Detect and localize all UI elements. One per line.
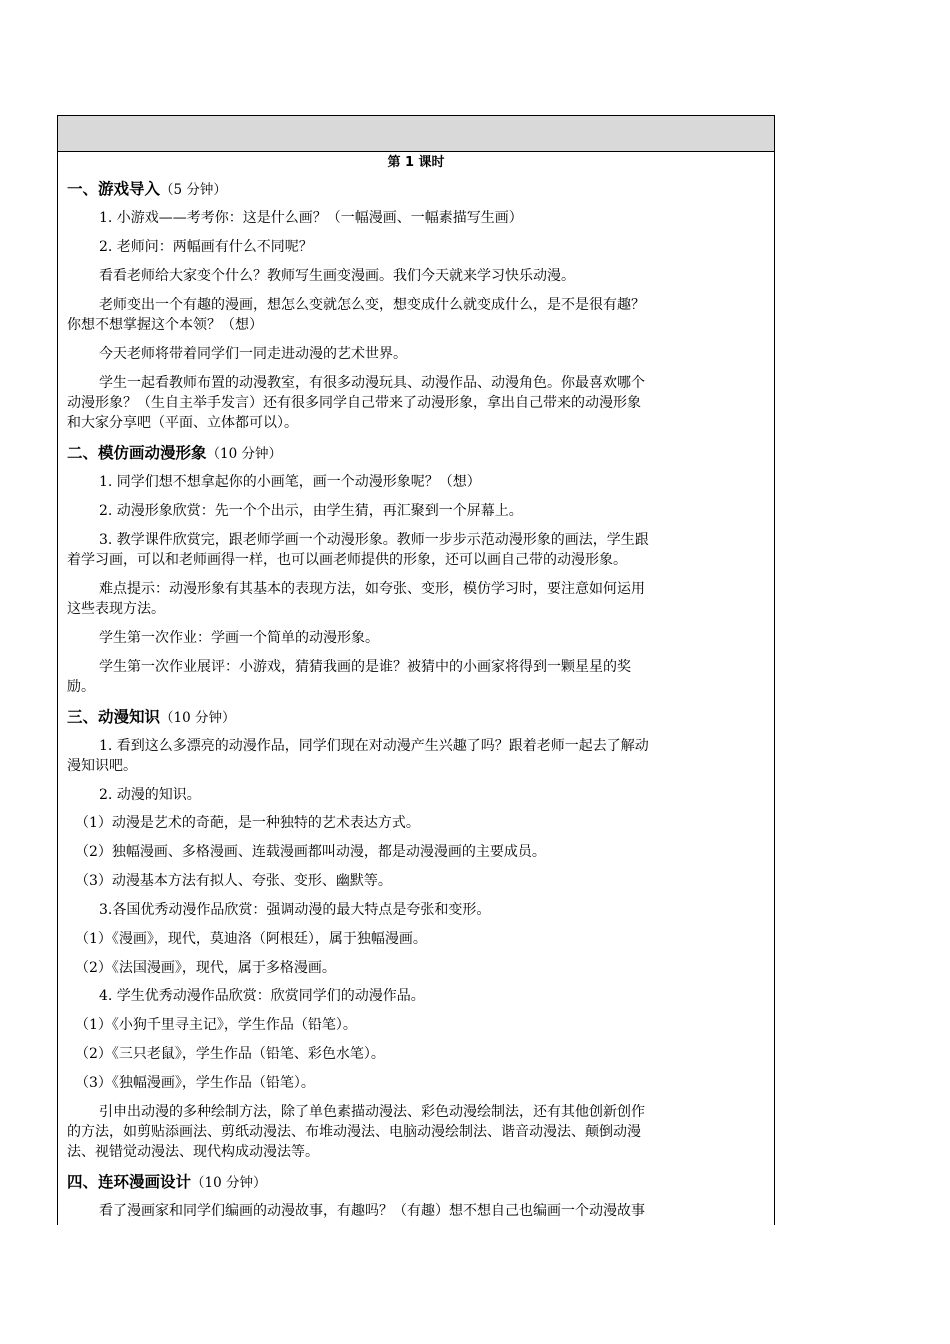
paragraph: （3）《独幅漫画》，学生作品（铅笔）。 (75, 1075, 315, 1091)
paragraph: （1）《小狗千里寻主记》，学生作品（铅笔）。 (75, 1017, 357, 1033)
paragraph: （2）《法国漫画》，现代，属于多格漫画。 (75, 959, 336, 976)
paragraph: （2）《三只老鼠》，学生作品（铅笔、彩色水笔）。 (75, 1046, 385, 1062)
paragraph-line: 学生第一次作业展评：小游戏，猜猜我画的是谁？被猜中的小画家将得到一颗星星的奖 (99, 658, 631, 675)
paragraph-line: 你想不想掌握这个本领？（想） (67, 317, 263, 333)
paragraph (67, 575, 765, 624)
section-heading (67, 174, 765, 204)
section-title: 一、游戏导入 (67, 180, 161, 198)
section-time: （10 分钟） (191, 1175, 267, 1191)
section-title: 四、连环漫画设计 (67, 1173, 192, 1191)
section-time: （5 分钟） (160, 182, 227, 198)
lesson-title: 第 1 课时 (387, 155, 445, 170)
paragraph (67, 369, 765, 438)
lesson-plan-table (57, 115, 775, 1225)
paragraph: （3）动漫基本方法有拟人、夸张、变形、幽默等。 (75, 873, 392, 889)
paragraph-line: 这些表现方法。 (67, 600, 165, 617)
paragraph: 2. 动漫形象欣赏：先一个个出示，由学生猜，再汇聚到一个屏幕上。 (99, 502, 523, 519)
paragraph-line: 3. 教学课件欣赏完，跟老师学画一个动漫形象。教师一步步示范动漫形象的画法，学生跟 (99, 531, 649, 548)
paragraph: （1）《漫画》，现代，莫迪洛（阿根廷），属于独幅漫画。 (75, 930, 427, 947)
lesson-content (58, 152, 774, 1226)
paragraph-line: 引申出动漫的多种绘制方法，除了单色素描动漫法、彩色动漫绘制法，还有其他创新创作 (99, 1104, 645, 1120)
paragraph: 1. 同学们想不想拿起你的小画笔，画一个动漫形象呢？（想） (99, 473, 481, 490)
paragraph: （1）动漫是艺术的奇葩，是一种独特的艺术表达方式。 (75, 815, 420, 831)
paragraph-line: 漫知识吧。 (67, 757, 137, 774)
paragraph (67, 653, 765, 702)
paragraph: 今天老师将带着同学们一同走进动漫的艺术世界。 (99, 346, 407, 362)
paragraph: 学生第一次作业：学画一个简单的动漫形象。 (99, 629, 379, 646)
section-time: （10 分钟） (206, 445, 282, 462)
paragraph-line: 着学习画，可以和老师画得一样，也可以画老师提供的形象，还可以画自己带的动漫形象。 (67, 551, 627, 568)
paragraph: （2）独幅漫画、多格漫画、连载漫画都叫动漫，都是动漫漫画的主要成员。 (75, 844, 546, 860)
paragraph: 看了漫画家和同学们编画的动漫故事，有趣吗？（有趣）想不想自己也编画一个动漫故事 (99, 1203, 645, 1219)
paragraph-line: 和大家分享吧（平面、立体都可以）。 (67, 414, 298, 431)
section-heading (67, 1167, 765, 1197)
paragraph: 看看老师给大家变个什么？教师写生画变漫画。我们今天就来学习快乐动漫。 (99, 268, 575, 284)
paragraph-line: 的方法，如剪贴添画法、剪纸动漫法、布堆动漫法、电脑动漫绘制法、谐音动漫法、颠倒动漫 (67, 1124, 641, 1140)
paragraph-line: 老师变出一个有趣的漫画，想怎么变就怎么变，想变成什么就变成什么，是不是很有趣？ (99, 297, 645, 313)
paragraph: 4. 学生优秀动漫作品欣赏：欣赏同学们的动漫作品。 (99, 988, 425, 1004)
section-title: 三、动漫知识 (67, 707, 161, 726)
paragraph (67, 526, 765, 575)
paragraph (67, 1098, 765, 1167)
paragraph-line: 难点提示：动漫形象有其基本的表现方法，如夸张、变形，模仿学习时，要注意如何运用 (99, 580, 645, 597)
paragraph-line: 励。 (67, 678, 95, 695)
paragraph: 2. 老师问：两幅画有什么不同呢？ (99, 239, 313, 255)
section-heading (67, 438, 765, 468)
section-title: 二、模仿画动漫形象 (67, 443, 207, 462)
paragraph (67, 732, 765, 781)
paragraph-line: 1. 看到这么多漂亮的动漫作品，同学们现在对动漫产生兴趣了吗？跟着老师一起去了解动 (99, 737, 649, 754)
section-heading (67, 702, 765, 732)
paragraph: 1. 小游戏——考考你：这是什么画？（一幅漫画、一幅素描写生画） (99, 210, 523, 226)
paragraph (67, 291, 765, 340)
paragraph: 2. 动漫的知识。 (99, 786, 201, 803)
paragraph-line: 动漫形象？（生自主举手发言）还有很多同学自己带来了动漫形象，拿出自己带来的动漫形象 (67, 394, 641, 411)
section-time: （10 分钟） (160, 709, 236, 726)
paragraph-line: 法、视错觉动漫法、现代构成动漫法等。 (67, 1144, 319, 1160)
table-header-row (58, 116, 774, 152)
paragraph-line: 学生一起看教师布置的动漫教室，有很多动漫玩具、动漫作品、动漫角色。你最喜欢哪个 (99, 374, 645, 391)
paragraph: 3.各国优秀动漫作品欣赏：强调动漫的最大特点是夸张和变形。 (99, 901, 491, 918)
